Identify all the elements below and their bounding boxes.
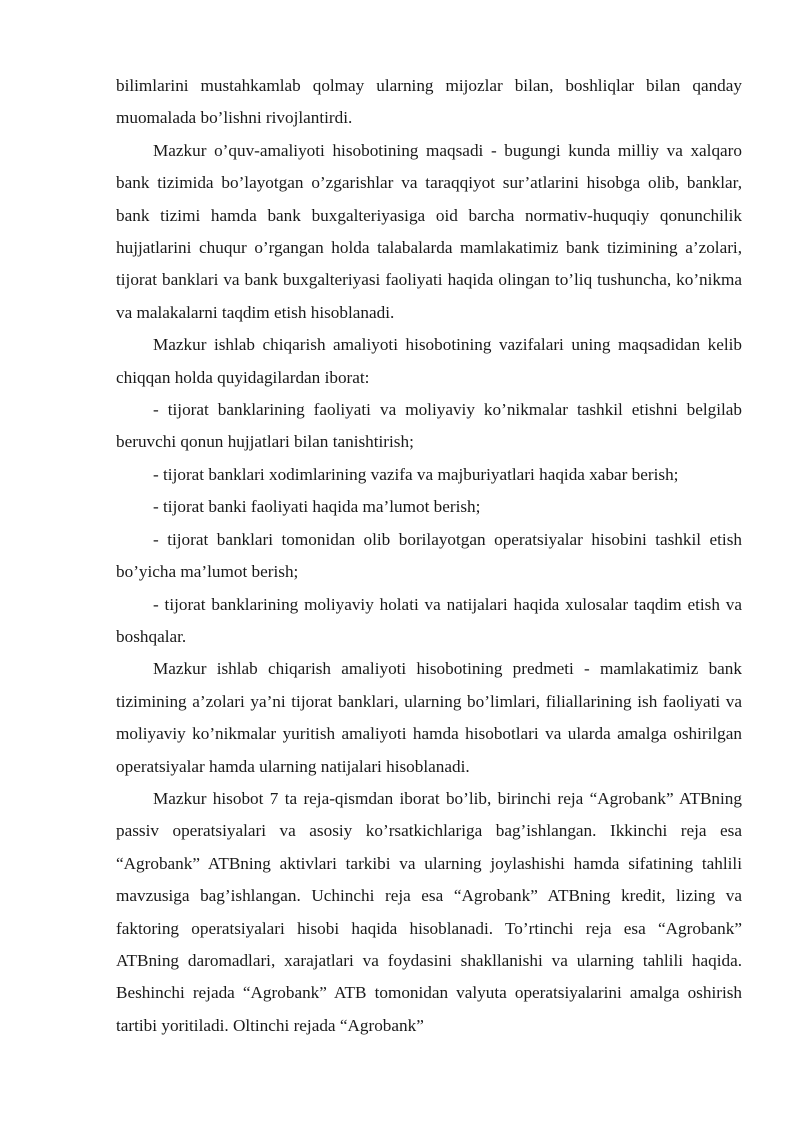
- paragraph-purpose: Mazkur o’quv-amaliyoti hisobotining maqsadi - bugungi kunda milliy va xalqaro bank tizimida bo’layotgan o’zgarishlar va taraqqiyot sur’atlarini hisobga olib, banklar, bank tizimi hamda bank buxgalteriyasiga oid barcha normativ-huquqiy qonunchilik hujjatlarini chuqur o’rgangan holda talabalarda mamlakatimiz bank tizimining a’zolari, tijorat banklari va bank buxgalteriyasi faoliyati haqida olingan to’liq tushuncha, ko’nikma va malakalarni taqdim etish hisoblanadi.: [116, 140, 742, 322]
- list-item-task-4: - tijorat banklari tomonidan olib borilayotgan operatsiyalar hisobini tashkil etish bo’yicha ma’lumot berish;: [116, 529, 742, 582]
- paragraph-subject: Mazkur ishlab chiqarish amaliyoti hisobotining predmeti - mamlakatimiz bank tizimining a’zolari ya’ni tijorat banklari, ularning bo’limlari, filiallarining ish faoliyati va moliyaviy ko’nikmalar yuritish amaliyoti hamda hisobotlari va ularda amalga oshirilgan operatsiyalar hamda ularning natijalari hisoblanadi.: [116, 659, 742, 776]
- list-item-task-1: - tijorat banklarining faoliyati va moliyaviy ko’nikmalar tashkil etishni belgilab beruvchi qonun hujjatlari bilan tanishtirish;: [116, 400, 742, 452]
- paragraph-tasks-intro: Mazkur ishlab chiqarish amaliyoti hisobotining vazifalari uning maqsadidan kelib chiqqan holda quyidagilardan iborat:: [116, 335, 742, 387]
- list-item-task-5: - tijorat banklarining moliyaviy holati va natijalari haqida xulosalar taqdim etish va boshqalar.: [116, 594, 742, 646]
- list-item-task-3: - tijorat banki faoliyati haqida ma’lumot berish;: [153, 497, 481, 517]
- list-item-task-2: - tijorat banklari xodimlarining vazifa va majburiyatlari haqida xabar berish;: [153, 464, 679, 484]
- paragraph-continuation: bilimlarini mustahkamlab qolmay ularning mijozlar bilan, boshliqlar bilan qanday muomalada bo’lishni rivojlantirdi.: [116, 76, 742, 128]
- document-page: [116, 70, 742, 1042]
- paragraph-report-structure: Mazkur hisobot 7 ta reja-qismdan iborat bo’lib, birinchi reja “Agrobank” ATBning passiv operatsiyalari va asosiy ko’rsatkichlariga bag’ishlangan. Ikkinchi reja esa “Agrobank” ATBning aktivlari tarkibi va ularning joylashishi hamda sifatining tahlili mavzusiga bag’ishlangan. Uchinchi reja esa “Agrobank” ATBning kredit, lizing va faktoring operatsiyalari hisobi haqida hisoblanadi. To’rtinchi reja esa “Agrobank” ATBning daromadlari, xarajatlari va foydasini shakllanishi va ularning tahlili haqida. Beshinchi rejada “Agrobank” ATB tomonidan valyuta operatsiyalarini amalga oshirish tartibi yoritiladi. Oltinchi rejada “Agrobank”: [116, 788, 742, 1035]
